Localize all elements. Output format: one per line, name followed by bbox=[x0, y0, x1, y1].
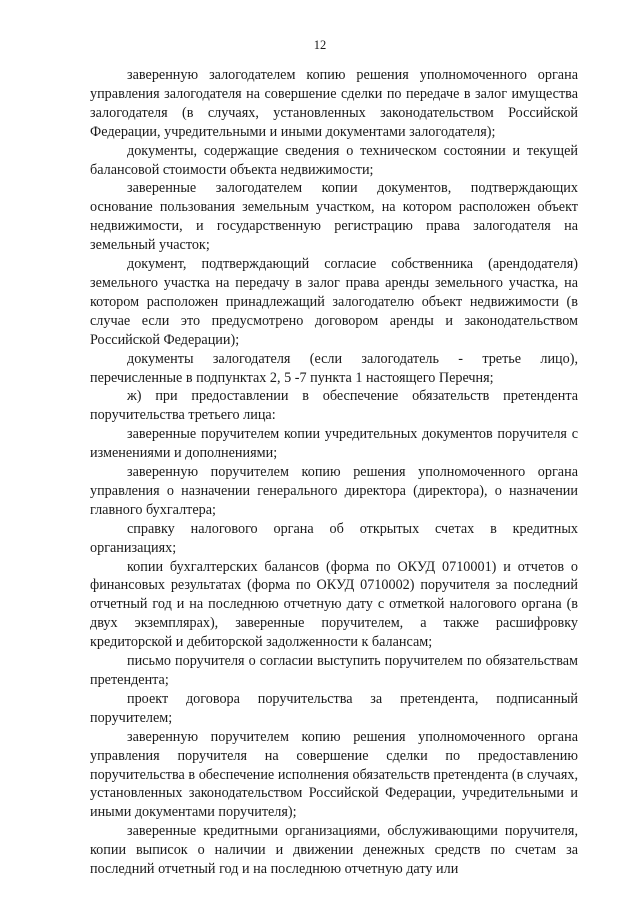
paragraph: заверенную залогодателем копию решения уполномоченного органа управления залогодателя на совершение сделки по передаче в залог имущества залогодателя (в случаях, установленных законодательством Российской Федерации, учредительными и иными документами залогодателя); bbox=[90, 67, 578, 140]
page-number: 12 bbox=[313, 38, 327, 52]
paragraph: копии бухгалтерских балансов (форма по ОКУД 0710001) и отчетов о финансовых результатах (форма по ОКУД 0710002) поручителя за последний отчетный год и на последнюю отчетную дату с отметкой налогового органа (в двух экземплярах), заверенные поручителем, а также расшифровку кредиторской и дебиторской задолженности к балансам; bbox=[90, 558, 578, 651]
paragraph: ж) при предоставлении в обеспечение обязательств претендента поручительства третьего лица: bbox=[90, 388, 578, 424]
paragraph: заверенную поручителем копию решения уполномоченного органа управления о назначении генерального директора (директора), о назначении главного бухгалтера; bbox=[90, 464, 578, 518]
paragraph: справку налогового органа об открытых счетах в кредитных организациях; bbox=[90, 520, 578, 556]
paragraph: документ, подтверждающий согласие собственника (арендодателя) земельного участка на передачу в залог права аренды земельного участка, на котором расположен принадлежащий залогодателю объект недвижимости (в случае если это предусмотрено договором аренды и законодательством Российской Федерации); bbox=[90, 256, 578, 348]
paragraph: заверенные залогодателем копии документов, подтверждающих основание пользования земельным участком, на котором расположен объект недвижимости, и государственную регистрацию права залогодателя на земельный участок; bbox=[90, 180, 578, 254]
paragraph: заверенную поручителем копию решения уполномоченного органа управления поручителя на совершение сделки по предоставлению поручительства в обеспечение исполнения обязательств претендента (в случаях, установленных законодательством Российской Федерации, учредительными и иными документами поручителя); bbox=[90, 728, 578, 821]
document-body bbox=[90, 66, 578, 879]
paragraph: письмо поручителя о согласии выступить поручителем по обязательствам претендента; bbox=[90, 653, 578, 688]
paragraph: документы залогодателя (если залогодатель - третье лицо), перечисленные в подпунктах 2, 5 -7 пункта 1 настоящего Перечня; bbox=[90, 350, 578, 386]
paragraph: проект договора поручительства за претендента, подписанный поручителем; bbox=[90, 690, 578, 726]
paragraph: заверенные кредитными организациями, обслуживающими поручителя, копии выписок о наличии и движении денежных средств по счетам за последний отчетный год и на последнюю отчетную дату или bbox=[90, 823, 578, 878]
paragraph: документы, содержащие сведения о техническом состоянии и текущей балансовой стоимости объекта недвижимости; bbox=[90, 142, 578, 178]
paragraph: заверенные поручителем копии учредительных документов поручителя с изменениями и дополнениями; bbox=[90, 426, 578, 462]
